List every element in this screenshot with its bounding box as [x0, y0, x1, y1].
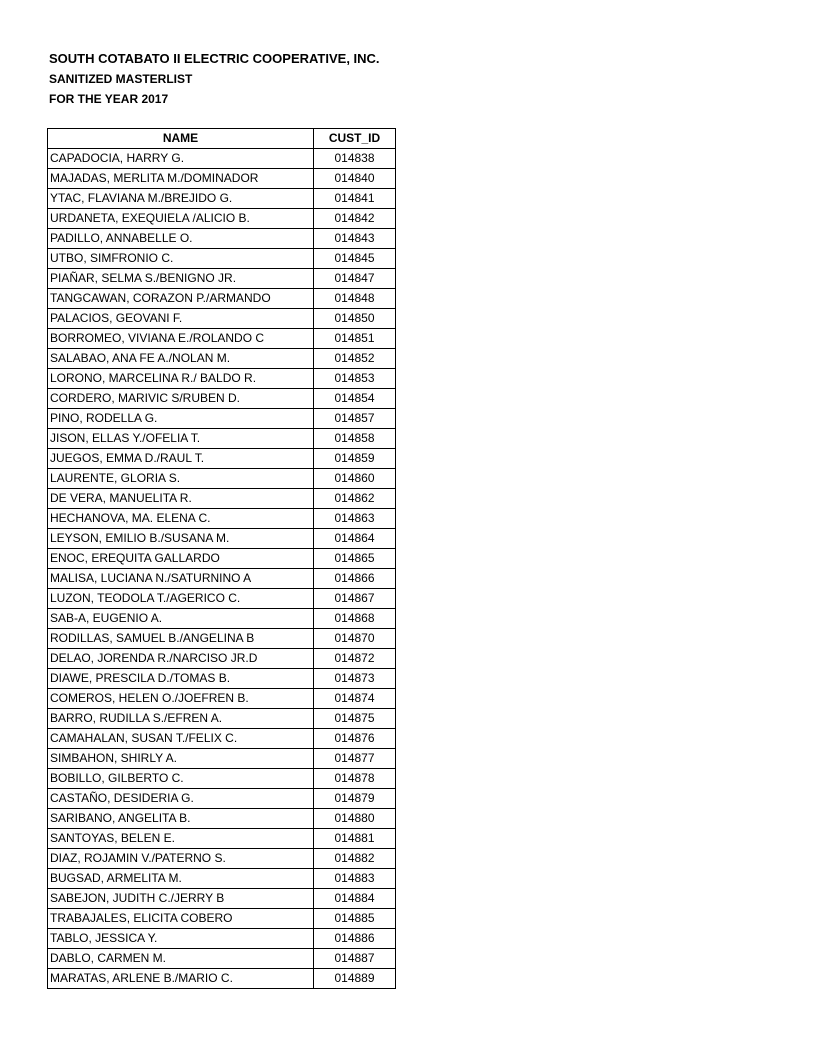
table-row — [48, 969, 396, 989]
table-row — [48, 429, 396, 449]
masterlist-table — [47, 128, 396, 989]
customer-id-cell: 014862 — [314, 489, 396, 509]
column-header-name: NAME — [48, 129, 314, 149]
document-header — [49, 49, 380, 109]
table-row — [48, 909, 396, 929]
customer-id-cell: 014882 — [314, 849, 396, 869]
customer-name-cell: PIAÑAR, SELMA S./BENIGNO JR. — [48, 269, 314, 289]
customer-id-cell: 014883 — [314, 869, 396, 889]
customer-name-cell: PALACIOS, GEOVANI F. — [48, 309, 314, 329]
customer-id-cell: 014859 — [314, 449, 396, 469]
table-row — [48, 749, 396, 769]
customer-id-cell: 014886 — [314, 929, 396, 949]
customer-id-cell: 014853 — [314, 369, 396, 389]
customer-id-cell: 014872 — [314, 649, 396, 669]
customer-id-cell: 014845 — [314, 249, 396, 269]
table-row — [48, 809, 396, 829]
column-header-cust-id: CUST_ID — [314, 129, 396, 149]
customer-id-cell: 014870 — [314, 629, 396, 649]
customer-id-cell: 014851 — [314, 329, 396, 349]
customer-id-cell: 014873 — [314, 669, 396, 689]
customer-id-cell: 014857 — [314, 409, 396, 429]
customer-name-cell: LORONO, MARCELINA R./ BALDO R. — [48, 369, 314, 389]
table-row — [48, 309, 396, 329]
table-row — [48, 649, 396, 669]
customer-id-cell: 014858 — [314, 429, 396, 449]
customer-id-cell: 014847 — [314, 269, 396, 289]
customer-name-cell: RODILLAS, SAMUEL B./ANGELINA B — [48, 629, 314, 649]
customer-name-cell: COMEROS, HELEN O./JOEFREN B. — [48, 689, 314, 709]
customer-id-cell: 014868 — [314, 609, 396, 629]
customer-id-cell: 014884 — [314, 889, 396, 909]
customer-id-cell: 014885 — [314, 909, 396, 929]
table-row — [48, 469, 396, 489]
customer-name-cell: SARIBANO, ANGELITA B. — [48, 809, 314, 829]
table-row — [48, 869, 396, 889]
customer-id-cell: 014878 — [314, 769, 396, 789]
customer-name-cell: SIMBAHON, SHIRLY A. — [48, 749, 314, 769]
table-body — [48, 149, 396, 989]
customer-name-cell: CAMAHALAN, SUSAN T./FELIX C. — [48, 729, 314, 749]
table-row — [48, 549, 396, 569]
table-row — [48, 449, 396, 469]
table-row — [48, 769, 396, 789]
document-title: SOUTH COTABATO II ELECTRIC COOPERATIVE, INC. — [49, 51, 380, 66]
customer-name-cell: CASTAÑO, DESIDERIA G. — [48, 789, 314, 809]
customer-name-cell: SAB-A, EUGENIO A. — [48, 609, 314, 629]
customer-id-cell: 014854 — [314, 389, 396, 409]
customer-id-cell: 014874 — [314, 689, 396, 709]
table-row — [48, 209, 396, 229]
customer-id-cell: 014840 — [314, 169, 396, 189]
customer-id-cell: 014867 — [314, 589, 396, 609]
table-row — [48, 929, 396, 949]
customer-name-cell: LEYSON, EMILIO B./SUSANA M. — [48, 529, 314, 549]
customer-name-cell: BOBILLO, GILBERTO C. — [48, 769, 314, 789]
customer-name-cell: MAJADAS, MERLITA M./DOMINADOR — [48, 169, 314, 189]
customer-id-cell: 014865 — [314, 549, 396, 569]
table-row — [48, 349, 396, 369]
customer-name-cell: URDANETA, EXEQUIELA /ALICIO B. — [48, 209, 314, 229]
table-row — [48, 669, 396, 689]
customer-name-cell: JUEGOS, EMMA D./RAUL T. — [48, 449, 314, 469]
table-row — [48, 629, 396, 649]
customer-name-cell: TABLO, JESSICA Y. — [48, 929, 314, 949]
customer-name-cell: JISON, ELLAS Y./OFELIA T. — [48, 429, 314, 449]
table-row — [48, 329, 396, 349]
customer-name-cell: DIAWE, PRESCILA D./TOMAS B. — [48, 669, 314, 689]
table-row — [48, 829, 396, 849]
customer-name-cell: BORROMEO, VIVIANA E./ROLANDO C — [48, 329, 314, 349]
table-row — [48, 229, 396, 249]
customer-name-cell: SALABAO, ANA FE A./NOLAN M. — [48, 349, 314, 369]
customer-name-cell: SABEJON, JUDITH C./JERRY B — [48, 889, 314, 909]
customer-id-cell: 014841 — [314, 189, 396, 209]
table-row — [48, 249, 396, 269]
customer-id-cell: 014863 — [314, 509, 396, 529]
customer-id-cell: 014875 — [314, 709, 396, 729]
customer-name-cell: DIAZ, ROJAMIN V./PATERNO S. — [48, 849, 314, 869]
customer-name-cell: PINO, RODELLA G. — [48, 409, 314, 429]
customer-name-cell: UTBO, SIMFRONIO C. — [48, 249, 314, 269]
document-subtitle: SANITIZED MASTERLIST — [49, 72, 193, 86]
customer-name-cell: LAURENTE, GLORIA S. — [48, 469, 314, 489]
customer-name-cell: DELAO, JORENDA R./NARCISO JR.D — [48, 649, 314, 669]
table-row — [48, 489, 396, 509]
table-row — [48, 889, 396, 909]
table-row — [48, 709, 396, 729]
customer-id-cell: 014850 — [314, 309, 396, 329]
customer-name-cell: BUGSAD, ARMELITA M. — [48, 869, 314, 889]
customer-id-cell: 014880 — [314, 809, 396, 829]
customer-name-cell: BARRO, RUDILLA S./EFREN A. — [48, 709, 314, 729]
table-row — [48, 169, 396, 189]
customer-id-cell: 014860 — [314, 469, 396, 489]
customer-name-cell: PADILLO, ANNABELLE O. — [48, 229, 314, 249]
table-row — [48, 289, 396, 309]
customer-id-cell: 014838 — [314, 149, 396, 169]
customer-name-cell: SANTOYAS, BELEN E. — [48, 829, 314, 849]
customer-id-cell: 014887 — [314, 949, 396, 969]
customer-id-cell: 014879 — [314, 789, 396, 809]
customer-id-cell: 014881 — [314, 829, 396, 849]
table-row — [48, 729, 396, 749]
customer-name-cell: CORDERO, MARIVIC S/RUBEN D. — [48, 389, 314, 409]
customer-name-cell: ENOC, EREQUITA GALLARDO — [48, 549, 314, 569]
customer-id-cell: 014852 — [314, 349, 396, 369]
table-row — [48, 529, 396, 549]
customer-id-cell: 014848 — [314, 289, 396, 309]
table-row — [48, 409, 396, 429]
table-row — [48, 389, 396, 409]
customer-id-cell: 014843 — [314, 229, 396, 249]
customer-id-cell: 014889 — [314, 969, 396, 989]
table-row — [48, 689, 396, 709]
table-row — [48, 509, 396, 529]
table-row — [48, 949, 396, 969]
table-row — [48, 789, 396, 809]
customer-id-cell: 014864 — [314, 529, 396, 549]
customer-id-cell: 014877 — [314, 749, 396, 769]
document-year-line: FOR THE YEAR 2017 — [49, 92, 169, 106]
table-row — [48, 369, 396, 389]
customer-name-cell: CAPADOCIA, HARRY G. — [48, 149, 314, 169]
customer-name-cell: LUZON, TEODOLA T./AGERICO C. — [48, 589, 314, 609]
table-row — [48, 149, 396, 169]
customer-id-cell: 014842 — [314, 209, 396, 229]
customer-name-cell: DE VERA, MANUELITA R. — [48, 489, 314, 509]
customer-name-cell: TRABAJALES, ELICITA COBERO — [48, 909, 314, 929]
table-row — [48, 609, 396, 629]
table-row — [48, 269, 396, 289]
table-row — [48, 189, 396, 209]
table-header-row — [48, 129, 396, 149]
customer-name-cell: MALISA, LUCIANA N./SATURNINO A — [48, 569, 314, 589]
customer-id-cell: 014866 — [314, 569, 396, 589]
customer-name-cell: TANGCAWAN, CORAZON P./ARMANDO — [48, 289, 314, 309]
customer-name-cell: DABLO, CARMEN M. — [48, 949, 314, 969]
table-row — [48, 569, 396, 589]
customer-name-cell: MARATAS, ARLENE B./MARIO C. — [48, 969, 314, 989]
table-row — [48, 589, 396, 609]
customer-id-cell: 014876 — [314, 729, 396, 749]
customer-name-cell: YTAC, FLAVIANA M./BREJIDO G. — [48, 189, 314, 209]
table-row — [48, 849, 396, 869]
customer-name-cell: HECHANOVA, MA. ELENA C. — [48, 509, 314, 529]
